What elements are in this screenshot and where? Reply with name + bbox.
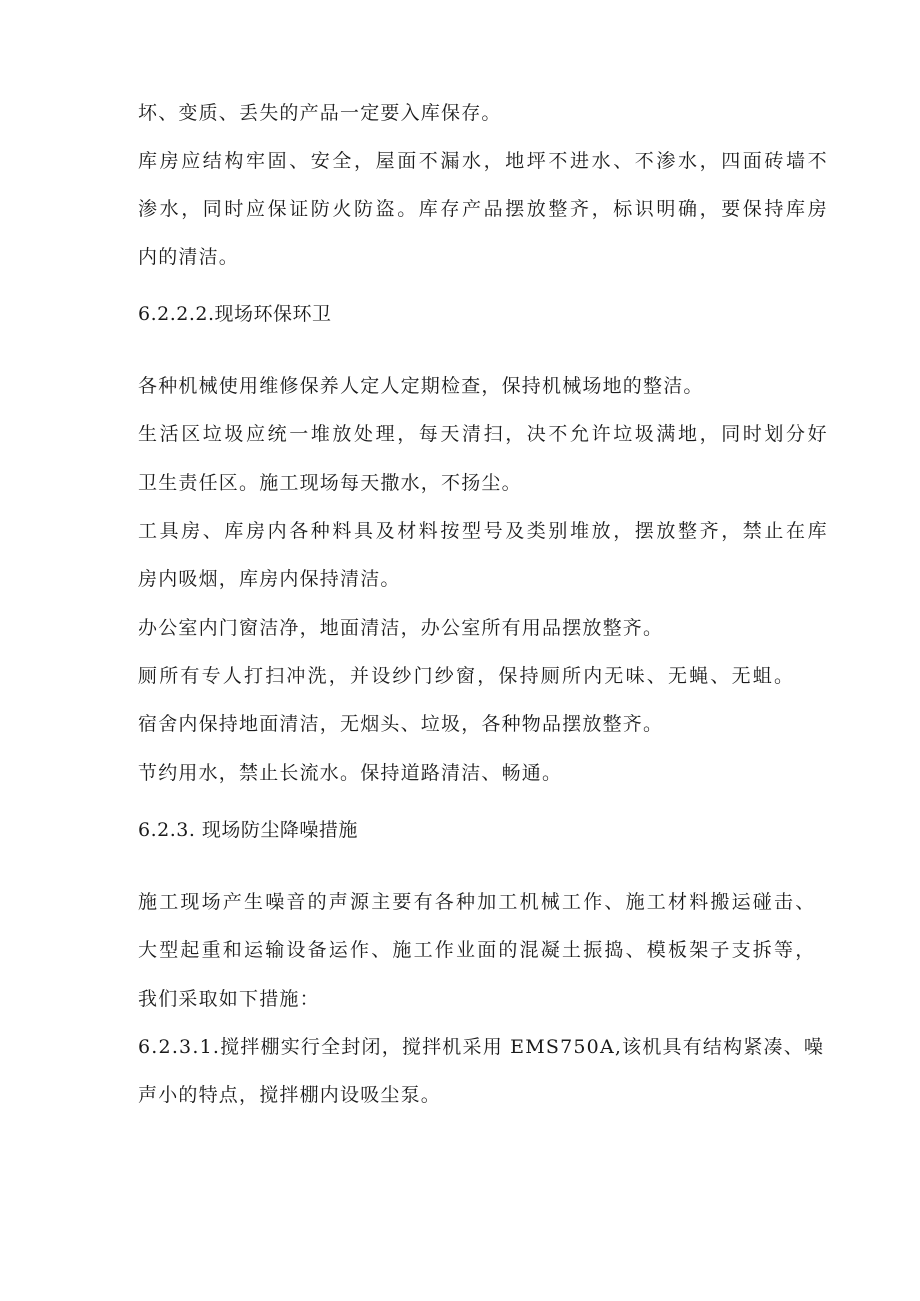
paragraph-line: 房内吸烟，库房内保持清洁。 bbox=[138, 568, 401, 590]
paragraph-line: 施工现场产生噪音的声源主要有各种加工机械工作、施工材料搬运碰击、 bbox=[138, 891, 817, 913]
paragraph-line: 我们采取如下措施： bbox=[138, 988, 320, 1010]
paragraph-line: 声小的特点，搅拌棚内设吸尘泵。 bbox=[138, 1084, 442, 1106]
paragraph-line: 节约用水，禁止长流水。保持道路清洁、畅通。 bbox=[138, 762, 563, 784]
paragraph-line: 大型起重和运输设备运作、施工作业面的混凝土振捣、模板架子支拆等， bbox=[138, 939, 817, 961]
paragraph-line: 工具房、库房内各种料具及材料按型号及类别堆放，摆放整齐，禁止在库 bbox=[138, 520, 830, 542]
paragraph-line: 坏、变质、丢失的产品一定要入库保存。 bbox=[138, 102, 502, 124]
paragraph-line: 各种机械使用维修保养人定人定期检查，保持机械场地的整洁。 bbox=[138, 375, 704, 397]
paragraph-line: 库房应结构牢固、安全，屋面不漏水，地坪不进水、不渗水，四面砖墙不 bbox=[138, 150, 830, 172]
paragraph-line: 厕所有专人打扫冲洗，并设纱门纱窗，保持厕所内无味、无蝇、无蛆。 bbox=[138, 665, 796, 687]
paragraph-line: 宿舍内保持地面清洁，无烟头、垃圾，各种物品摆放整齐。 bbox=[138, 713, 664, 735]
paragraph-line: 卫生责任区。施工现场每天撒水，不扬尘。 bbox=[138, 472, 522, 494]
paragraph-line: 6.2.3.1.搅拌棚实行全封闭，搅拌机采用 EMS750A,该机具有结构紧凑、噪 bbox=[138, 1036, 825, 1058]
paragraph-line: 渗水，同时应保证防火防盗。库存产品摆放整齐，标识明确，要保持库房 bbox=[138, 198, 830, 220]
section-heading: 6.2.2.2.现场环保环卫 bbox=[138, 303, 332, 325]
paragraph-line: 办公室内门窗洁净，地面清洁，办公室所有用品摆放整齐。 bbox=[138, 617, 664, 639]
section-heading: 6.2.3. 现场防尘降噪措施 bbox=[138, 819, 358, 841]
paragraph-line: 生活区垃圾应统一堆放处理，每天清扫，决不允许垃圾满地，同时划分好 bbox=[138, 423, 830, 445]
paragraph-line: 内的清洁。 bbox=[138, 246, 240, 268]
